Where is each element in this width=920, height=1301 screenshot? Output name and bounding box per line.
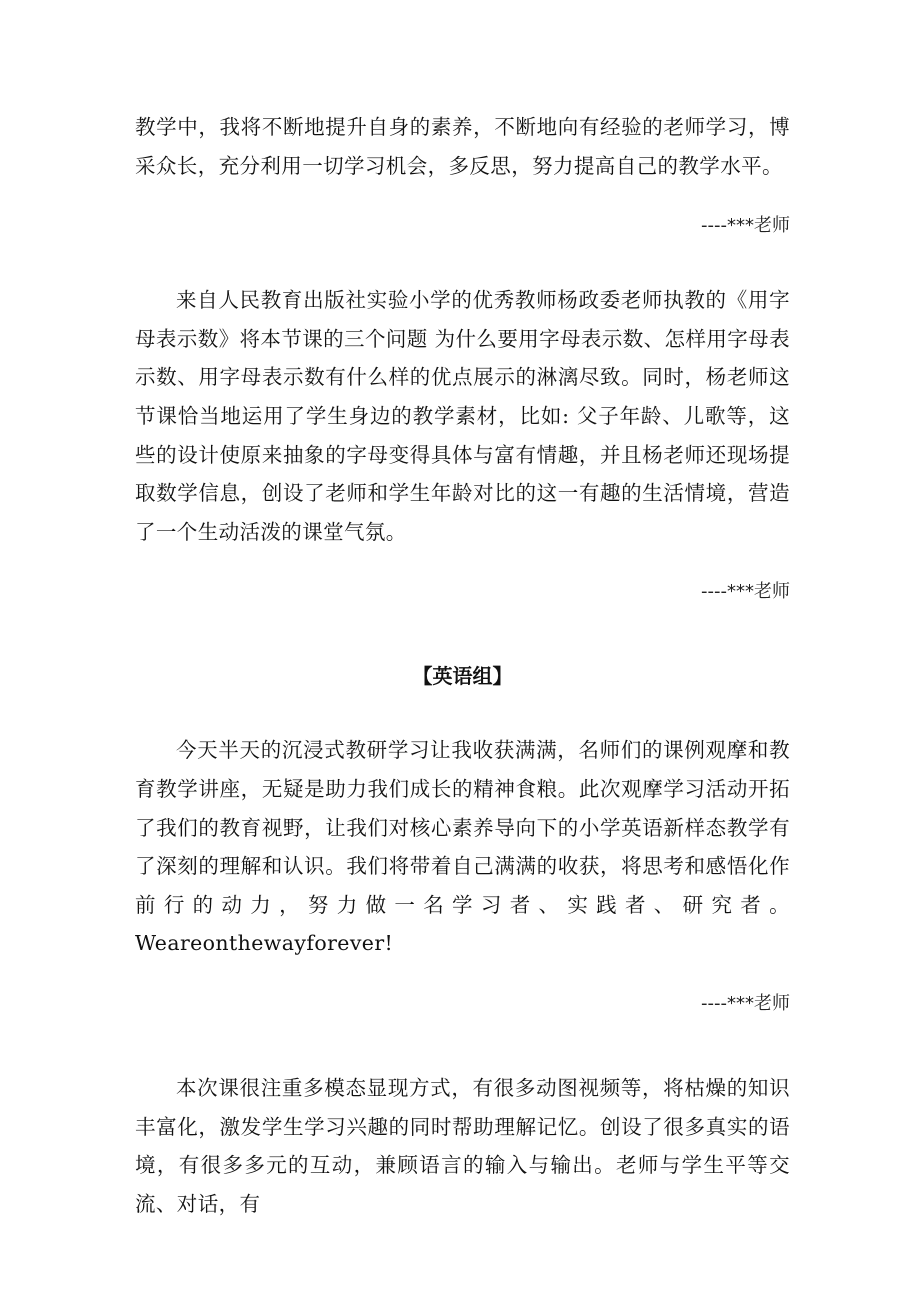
signature: ----***老师: [701, 581, 790, 603]
spacer: [135, 695, 790, 731]
spacer: [135, 963, 790, 985]
spacer: [135, 1023, 790, 1069]
spacer: [135, 551, 790, 573]
section-heading-english: 【英语组】: [412, 664, 513, 689]
paragraph-english-reflection: 今天半天的沉浸式教研学习让我收获满满，名师们的课例观摩和教育教学讲座，无疑是助力我们成长的精神食粮。此次观摩学习活动开拓了我们的教育视野，让我们对核心素养导向下的小学英语新样态教学有了深刻的理解和认识。我们将带着自己满满的收获，将思考和感悟化作前行的动力，努力做一名学习者、实践者、研究者。Weareonthewayforever!: [135, 738, 790, 956]
paragraph-continued: 教学中，我将不断地提升自身的素养，不断地向有经验的老师学习，博采众长，充分利用一切学习机会，多反思，努力提高自己的教学水平。: [135, 115, 790, 178]
spacer: [135, 611, 790, 657]
spacer: [135, 185, 790, 207]
spacer: [135, 245, 790, 281]
document-body: [135, 108, 790, 1223]
signature: ----***老师: [701, 992, 790, 1014]
paragraph-multimodal-lesson: 本次课很注重多模态显现方式，有很多动图视频等，将枯燥的知识丰富化，激发学生学习兴趣的同时帮助理解记忆。创设了很多真实的语境，有很多多元的互动，兼顾语言的输入与输出。老师与学生平等交流、对话，有: [135, 1075, 790, 1216]
paragraph-math-lesson: 来自人民教育出版社实验小学的优秀教师杨政委老师执教的《用字母表示数》将本节课的三个问题 为什么要用字母表示数、怎样用字母表示数、用字母表示数有什么样的优点展示的淋漓尽致。同时，杨老师这节课恰当地运用了学生身边的教学素材，比如: 父子年龄、儿歌等，这些的设计使原来抽象的字母变得具体与富有情趣，并且杨老师还现场提取数学信息，创设了老师和学生年龄对比的这一有趣的生活情境，营造了一个生动活泼的课堂气氛。: [135, 288, 790, 544]
signature: ----***老师: [701, 215, 790, 237]
